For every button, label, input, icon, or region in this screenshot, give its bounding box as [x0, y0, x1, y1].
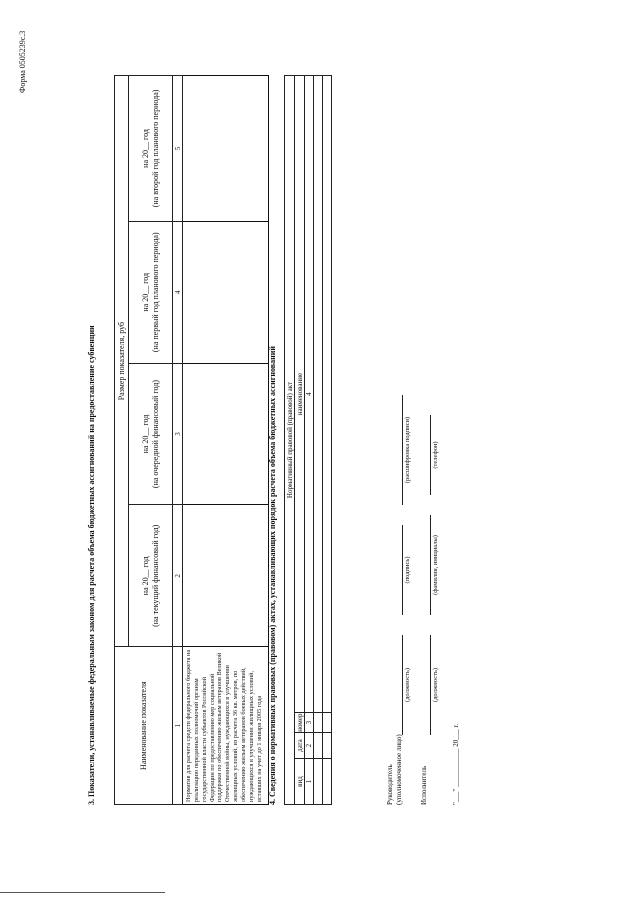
value-cell	[183, 76, 269, 222]
section3-table	[114, 75, 269, 805]
empty-cell	[323, 759, 332, 805]
date-line: "___" ___________ 20___ г.	[452, 723, 460, 805]
col-number: 2	[173, 505, 183, 647]
year-col-header	[129, 505, 173, 647]
col-number: 1	[173, 647, 183, 805]
head-label: Руководитель	[386, 764, 394, 805]
empty-cell	[314, 733, 323, 759]
col-label-name: наименование	[295, 76, 305, 713]
value-cell	[183, 221, 269, 363]
value-cell	[183, 505, 269, 647]
year-col-sub: (на второй год планового периода)	[150, 89, 160, 208]
value-cell	[183, 363, 269, 505]
signature-line	[430, 635, 431, 735]
caption-position: (должность)	[432, 667, 439, 703]
signature-line	[430, 415, 431, 495]
col-number: 3	[173, 363, 183, 505]
signature-line	[402, 395, 403, 505]
caption-phone: (телефон)	[432, 441, 439, 469]
signature-line	[402, 635, 403, 735]
col-size-header: Размер показателя, руб	[115, 76, 129, 647]
year-col-header	[129, 363, 173, 505]
year-col-label: на 20__ год	[140, 414, 150, 454]
year-col-sub: (на текущий финансовый год)	[150, 524, 160, 627]
col-label-number: номер	[295, 713, 304, 732]
empty-cell	[323, 713, 332, 733]
year-col-header	[129, 221, 173, 363]
col-number: 4	[173, 221, 183, 363]
row-norm-text: Норматив для расчета средств федерального бюджета на реализацию переданных полномочий органам государственной власти субъектов Российской Федерации по предоставлению мер социальной поддержки по обеспечению жильем ветеранов Великой Отечественной войны, нуждающихся в улучшении жилищных условий, из расчета 36 кв. метров, по обеспечению жильем ветеранов боевых действий, нуждающихся в улучшении жилищных условий, вставших на учет до 1 января 2005 года	[183, 647, 269, 805]
col-number: 5	[173, 76, 183, 222]
caption-decoding: (расшифровка подписи)	[404, 416, 411, 484]
col-label-date: дата	[295, 733, 305, 759]
empty-cell	[314, 713, 323, 733]
col-number: 4	[305, 76, 314, 713]
caption-fio: (фамилия, инициалы)	[432, 535, 439, 595]
caption-position: (должность)	[404, 667, 411, 703]
col-name-header: Наименование показателя	[115, 647, 173, 805]
year-col-header	[129, 76, 173, 222]
empty-cell	[314, 76, 323, 713]
empty-cell	[323, 76, 332, 713]
year-col-sub: (на очередной финансовый год)	[150, 379, 160, 489]
section3-title: 3. Показатели, устанавливаемые федеральным законом для расчета объема бюджетных ассигнований на предоставление субвенции	[87, 325, 96, 805]
section4-header: Нормативный правовой (правовой) акт	[285, 76, 295, 805]
form-code: Форма 0505239с.3	[18, 30, 27, 93]
empty-cell	[323, 733, 332, 759]
year-col-label: на 20__ год	[140, 556, 150, 596]
head-sub-label: (уполномоченное лицо)	[395, 734, 403, 805]
year-col-sub: (на первый год планового периода)	[150, 232, 160, 353]
col-number: 1	[305, 759, 314, 805]
caption-signature: (подпись)	[404, 556, 411, 584]
empty-cell	[314, 759, 323, 805]
col-number: 2	[305, 733, 314, 759]
year-col-label: на 20__ год	[140, 272, 150, 312]
col-label-vid: вид	[295, 759, 305, 805]
signature-line	[402, 525, 403, 615]
executor-label: Исполнитель	[420, 765, 428, 805]
year-col-label: на 20__ год	[140, 129, 150, 168]
col-number: 3	[305, 713, 314, 733]
section4-title: 4. Сведения о нормативных правовых (правовом) актах, устанавливающих порядок расчета объема бюджетных ассигнований	[268, 346, 277, 805]
signature-line	[430, 515, 431, 615]
section4-table	[284, 75, 332, 805]
